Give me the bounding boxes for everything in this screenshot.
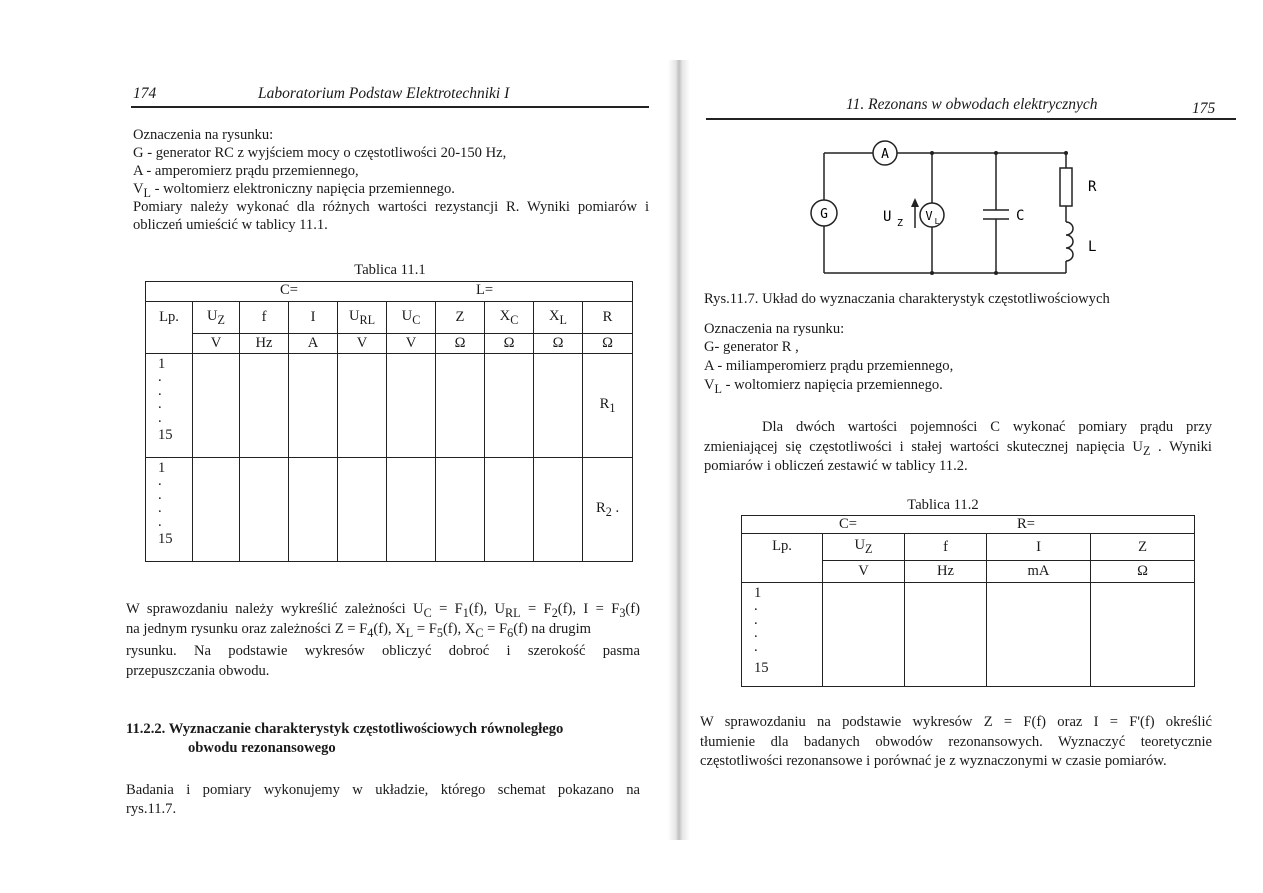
para1-line2: obliczeń umieścić w tablicy 11.1.: [133, 217, 328, 233]
legend-item-vl-right: $V_L$ - woltomierz napięcia przemiennego.: [704, 377, 943, 396]
table-11-2: [741, 515, 1195, 687]
unit-i: A: [289, 334, 338, 354]
running-head-right: 11. Rezonans w obwodach elektrycznych: [846, 96, 1098, 113]
header-uc: $U_C$: [387, 302, 436, 334]
header-url: $U_{RL}$: [338, 302, 387, 334]
lp-header-2: Lp.: [742, 534, 823, 583]
unit-xl: Ω: [534, 334, 583, 354]
r2-cell: $R_2$ .: [583, 458, 633, 562]
header-uz: $U_Z$: [193, 302, 240, 334]
uz-label: U: [883, 209, 892, 225]
header-i: I: [289, 302, 338, 334]
unit-xc: Ω: [485, 334, 534, 354]
para2-line4: przepuszczania obwodu.: [126, 663, 270, 679]
cell-empty: [534, 354, 583, 458]
circuit-diagram: [680, 0, 1263, 290]
section-heading-line2: obwodu rezonansowego: [188, 740, 336, 756]
header2-f: f: [905, 534, 987, 561]
header2-i: I: [987, 534, 1091, 561]
unit-r: Ω: [583, 334, 633, 354]
cell-empty: [823, 583, 905, 687]
unit-z: Ω: [436, 334, 485, 354]
ammeter-label: A: [881, 147, 889, 162]
unit2-uz: V: [823, 561, 905, 583]
c-label: C=: [280, 282, 298, 298]
resistor-label: R: [1088, 179, 1097, 195]
voltmeter-label: V: [925, 209, 933, 223]
header-xc: $X_C$: [485, 302, 534, 334]
cell-empty: [289, 458, 338, 562]
table2-top-row: [742, 516, 1195, 534]
cell-empty: [338, 354, 387, 458]
cell-empty: [193, 354, 240, 458]
lp-group-table2: 1 . . . . 15: [742, 583, 823, 687]
cell-empty: [905, 583, 987, 687]
para3-line1: Badania i pomiary wykonujemy w układzie, którego schemat pokazano na: [126, 782, 640, 798]
uz-sub: Z: [897, 218, 904, 229]
header-xl: $X_L$: [534, 302, 583, 334]
page-number-right: 175: [1192, 100, 1216, 117]
figure-caption: Rys.11.7. Układ do wyznaczania charakterystyk częstotliwościowych: [704, 291, 1110, 307]
voltage-arrow-icon: [911, 198, 919, 207]
lp-header: Lp.: [146, 302, 193, 354]
r1-cell: $R_1$: [583, 354, 633, 458]
legend-item-vl: $V_L$ - woltomierz elektroniczny napięcia przemiennego.: [133, 181, 455, 200]
para2-line3: rysunku. Na podstawie wykresów obliczyć dobroć i szerokość pasma: [126, 643, 640, 659]
header2-uz: $U_Z$: [823, 534, 905, 561]
para1-right-line2: zmieniającej się częstotliwości i stałej wartości skutecznej napięcia $U_Z$ . Wyniki: [704, 439, 1212, 458]
unit2-i: mA: [987, 561, 1091, 583]
l-label: L=: [476, 282, 494, 298]
right-page: [680, 0, 1263, 893]
cell-empty: [338, 458, 387, 562]
resistor-symbol: [1060, 168, 1072, 206]
header2-z: Z: [1091, 534, 1195, 561]
unit-f: Hz: [240, 334, 289, 354]
cell-empty: [987, 583, 1091, 687]
capacitor-label: C: [1016, 208, 1025, 224]
page-number-left: 174: [133, 85, 157, 102]
r-label-2: R=: [1017, 516, 1035, 532]
para2-right-line2: tłumienie dla badanych obwodów rezonansowych. Wyznaczyć teoretycznie: [700, 734, 1212, 750]
voltmeter-sub: L: [934, 217, 940, 226]
c-label-2: C=: [839, 516, 857, 532]
cell-empty: [240, 458, 289, 562]
legend-title-right: Oznaczenia na rysunku:: [704, 321, 845, 337]
legend-item-a-right: A - miliamperomierz prądu przemiennego,: [704, 358, 954, 374]
legend-item-g-right: G- generator R ,: [704, 339, 799, 355]
header-f: f: [240, 302, 289, 334]
legend-item-g: G - generator RC z wyjściem mocy o częstotliwości 20-150 Hz,: [133, 145, 507, 161]
cell-empty: [436, 458, 485, 562]
lp-group-1: 1 . . . . 15: [146, 354, 193, 458]
para2-line1: W sprawozdaniu należy wykreślić zależności $U_C = F_1(f)$, $U_{RL} = F_2(f)$, $I = F_3(f)$: [126, 601, 640, 620]
cell-empty: [436, 354, 485, 458]
unit2-z: Ω: [1091, 561, 1195, 583]
unit-url: V: [338, 334, 387, 354]
cell-empty: [387, 458, 436, 562]
section-heading-line1: 11.2.2. Wyznaczanie charakterystyk częstotliwościowych równoległego: [126, 721, 564, 737]
header-rule-left: [131, 106, 649, 108]
table-caption-11-1: Tablica 11.1: [354, 262, 426, 278]
lp-group-2: 1 . . . . 15: [146, 458, 193, 562]
cell-empty: [1091, 583, 1195, 687]
para2-right-line3: częstotliwości rezonansowe i porównać je z wyznaczonymi w czasie pomiarów.: [700, 753, 1167, 769]
para2-right-line1: W sprawozdaniu na podstawie wykresów Z = F(f) oraz I = F'(f) określić: [700, 714, 1212, 730]
para3-line2: rys.11.7.: [126, 801, 177, 817]
para1-line1: Pomiary należy wykonać dla różnych wartości rezystancji R. Wyniki pomiarów i: [133, 199, 649, 215]
cell-empty: [485, 458, 534, 562]
table-11-1: [145, 281, 633, 562]
inductor-label: L: [1088, 239, 1097, 255]
unit-uc: V: [387, 334, 436, 354]
cell-empty: [387, 354, 436, 458]
cell-empty: [485, 354, 534, 458]
cell-empty: [193, 458, 240, 562]
table-top-row: [146, 282, 633, 302]
cell-empty: [534, 458, 583, 562]
running-head-left: Laboratorium Podstaw Elektrotechniki I: [258, 85, 510, 102]
legend-title-left: Oznaczenia na rysunku:: [133, 127, 274, 143]
legend-item-a: A - amperomierz prądu przemiennego,: [133, 163, 359, 179]
para1-right-line1: Dla dwóch wartości pojemności C wykonać pomiary prądu przy: [762, 419, 1212, 435]
cell-empty: [289, 354, 338, 458]
para2-line2: na jednym rysunku oraz zależności $Z = F_4(f)$, $X_L = F_5(f)$, $X_C = F_6(f)$ na drugim: [126, 621, 592, 640]
table-caption-11-2: Tablica 11.2: [907, 497, 979, 513]
header-r: R: [583, 302, 633, 334]
unit2-f: Hz: [905, 561, 987, 583]
unit-uz: V: [193, 334, 240, 354]
cell-empty: [240, 354, 289, 458]
header-z: Z: [436, 302, 485, 334]
para1-right-line3: pomiarów i obliczeń zestawić w tablicy 11.2.: [704, 458, 968, 474]
generator-label: G: [820, 207, 828, 222]
